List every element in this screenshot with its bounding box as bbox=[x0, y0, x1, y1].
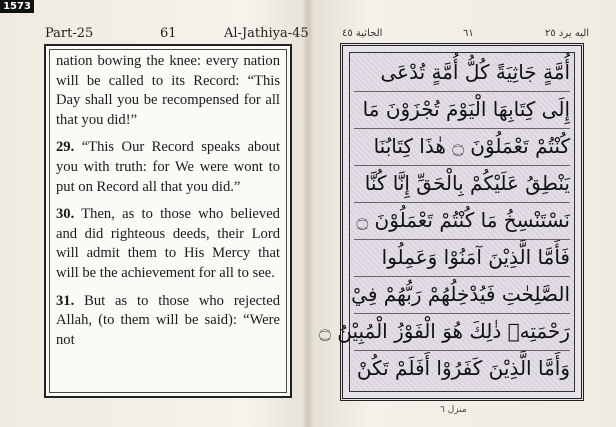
arabic-line: يَنْطِقُ عَلَيْكُمْ بِالْحَقِّ إِنَّا كُنَّا bbox=[354, 164, 570, 203]
paragraph-text: nation bowing the knee: every nation will be called to its Record: “This Day shall you be recompensed for all that you did!” bbox=[56, 53, 280, 128]
image-index-badge: 1573 bbox=[0, 0, 34, 13]
manzil-footer: منزل ٦ bbox=[440, 405, 467, 415]
arabic-line: إِلَى كِتَابِهَا الْيَوْمَ تُجْزَوْنَ مَا bbox=[354, 90, 570, 129]
arabic-line: وَأَمَّا الَّذِيْنَ كَفَرُوْا أَفَلَمْ تَكُنْ bbox=[356, 356, 570, 380]
paragraph-text: Then, as to those who believed and did righteous deeds, their Lord will admit them to His Mercy that will be the achievement for all to see. bbox=[56, 206, 280, 281]
verse-number: 29. bbox=[56, 139, 75, 156]
left-header-part: Part-25 bbox=[45, 26, 94, 41]
verse-number: 30. bbox=[56, 206, 75, 223]
paragraph-continued bbox=[56, 52, 280, 130]
right-header-surah: الجاثية ٤٥ bbox=[342, 28, 383, 39]
verse-29 bbox=[56, 138, 280, 197]
verse-31 bbox=[56, 292, 280, 351]
arabic-line: كُنْتُمْ تَعْمَلُوْنَ ۝ هٰذَا كِتَابُنَا bbox=[354, 127, 570, 166]
arabic-line: الصَّلِحٰتِ فَيُدْخِلُهُمْ رَبُّهُمْ فِيْ bbox=[354, 275, 570, 314]
arabic-line: نَسْتَنْسِخُ مَا كُنْتُمْ تَعْمَلُوْنَ ۝ bbox=[354, 201, 570, 240]
arabic-line: أُمَّةٍ جَاثِيَةً كُلُّ أُمَّةٍ تُدْعَى bbox=[354, 53, 570, 92]
arabic-line: رَحْمَتِهٖ ذٰلِكَ هُوَ الْفَوْزُ الْمُبِيْنُ ۝ bbox=[354, 312, 570, 351]
left-header-page-number: 61 bbox=[160, 26, 177, 41]
verse-number: 31. bbox=[56, 292, 75, 309]
left-header-surah: Al-Jathiya-45 bbox=[224, 26, 309, 41]
verse-30 bbox=[56, 205, 280, 283]
right-header-page-number: ٦١ bbox=[463, 28, 474, 39]
right-header-part: اليه يرد ٢٥ bbox=[545, 28, 590, 39]
arabic-text-panel bbox=[319, 52, 575, 392]
arabic-line: فَأَمَّا الَّذِيْنَ آمَنُوْا وَعَمِلُوا bbox=[354, 238, 570, 277]
english-translation bbox=[56, 52, 280, 358]
english-text-frame bbox=[44, 44, 292, 398]
paragraph-text: But as to those who rejected Allah, (to them will be said): “Were not bbox=[56, 292, 280, 348]
paragraph-text: “This Our Record speaks about you with truth: for We were wont to put on Record all that you did.” bbox=[56, 139, 280, 195]
arabic-text-frame bbox=[319, 43, 584, 401]
